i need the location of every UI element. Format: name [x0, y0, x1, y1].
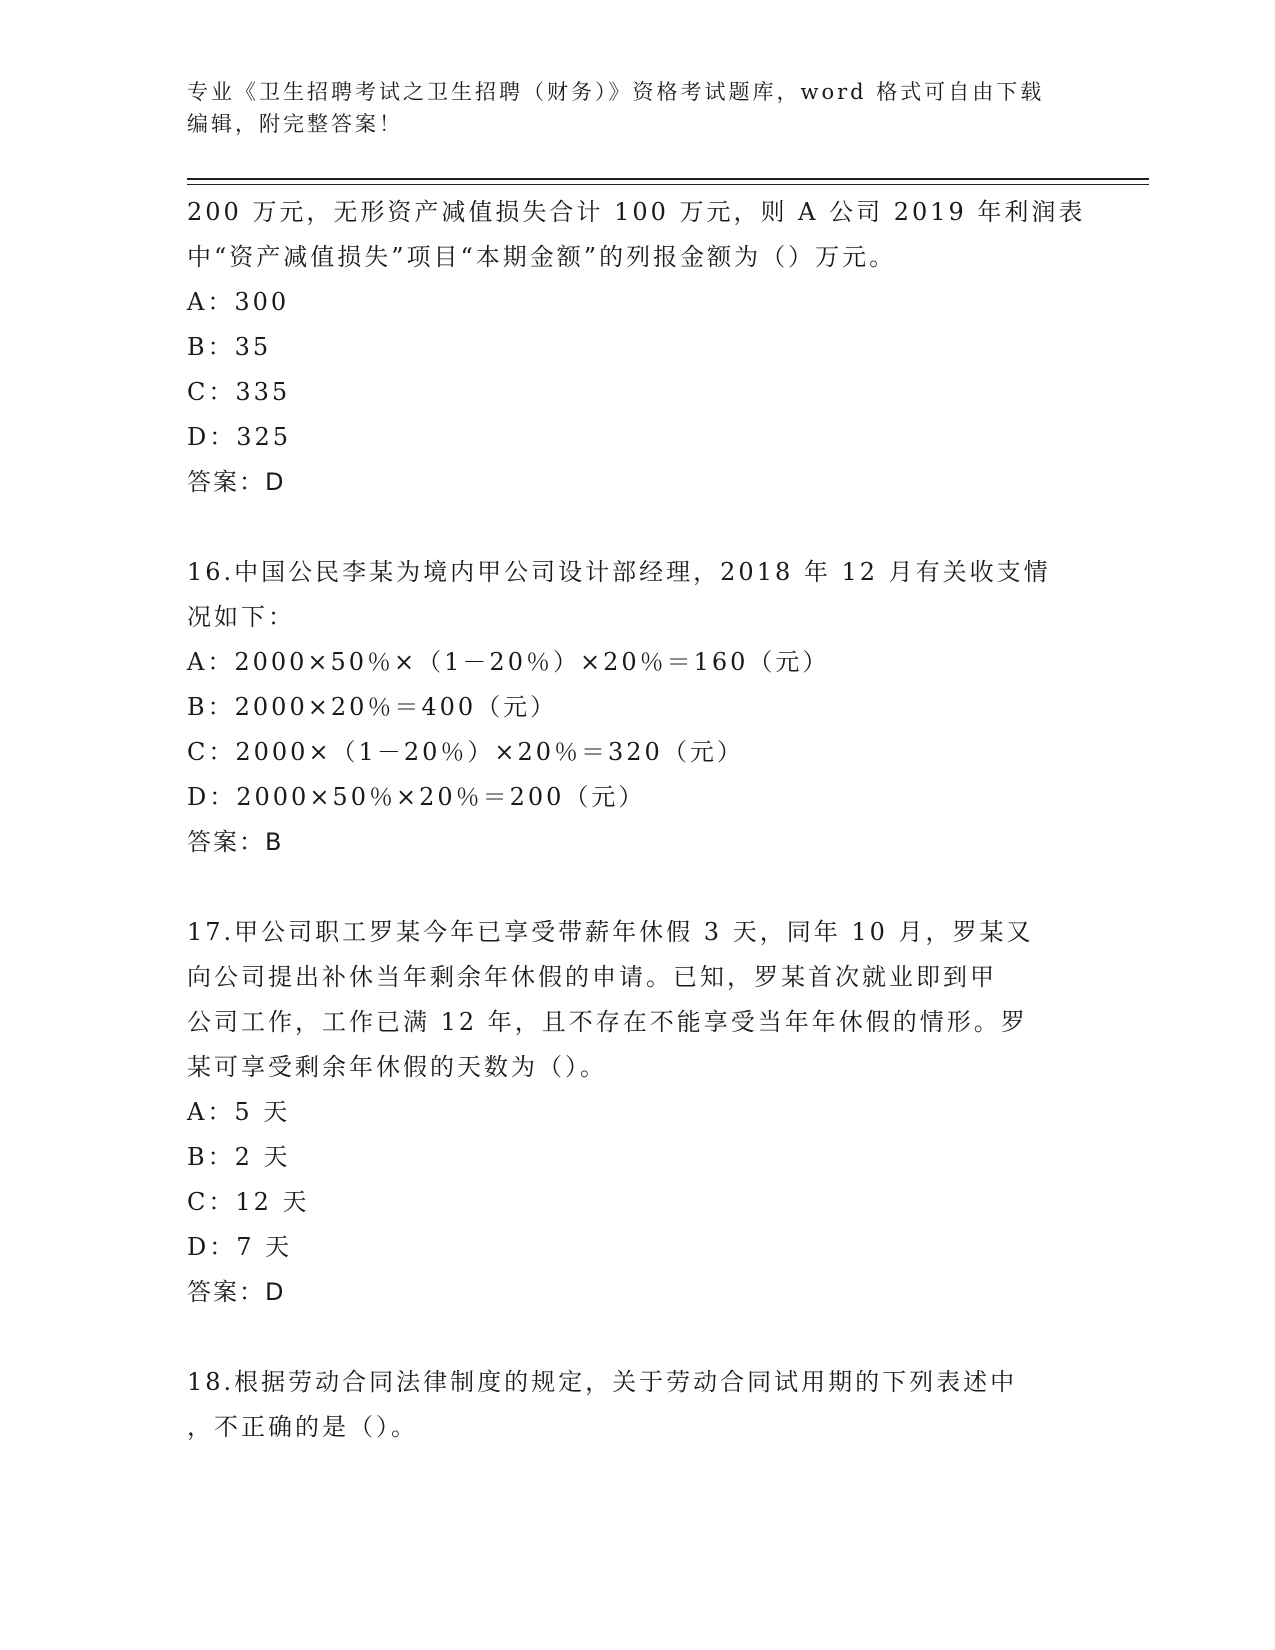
question-16: [187, 550, 1087, 865]
spacer: [187, 1315, 1087, 1360]
option-a: A：5 天: [187, 1098, 291, 1126]
option-d: D：7 天: [187, 1233, 293, 1261]
question-text-line: 200 万元，无形资产减值损失合计 100 万元，则 A 公司 2019 年利润表: [187, 198, 1086, 226]
header-line-2: 编辑，附完整答案！: [187, 112, 403, 136]
option-a: A：2000×50％×（1－20％）×20％＝160（元）: [187, 648, 830, 676]
document-header: [187, 76, 1067, 140]
question-text-line: 公司工作，工作已满 12 年，且不存在不能享受当年年休假的情形。罗: [187, 1008, 1028, 1036]
option-d: D：325: [187, 423, 292, 451]
question-17: [187, 910, 1087, 1315]
option-b: B：2000×20％＝400（元）: [187, 693, 558, 721]
option-a: A：300: [187, 288, 290, 316]
question-15: [187, 190, 1087, 505]
question-text-line: 中“资产减值损失”项目“本期金额”的列报金额为（）万元。: [187, 243, 897, 271]
option-c: C：335: [187, 378, 291, 406]
question-list: [187, 190, 1087, 1450]
question-text-line: 18.根据劳动合同法律制度的规定，关于劳动合同试用期的下列表述中: [187, 1368, 1018, 1396]
question-text-line: 况如下：: [187, 603, 295, 631]
answer-label: 答案：D: [187, 1278, 286, 1306]
question-text-line: 某可享受剩余年休假的天数为（）。: [187, 1053, 607, 1081]
option-b: B：2 天: [187, 1143, 291, 1171]
header-line-1: 专业《卫生招聘考试之卫生招聘（财务）》资格考试题库，word 格式可自由下载: [187, 80, 1045, 104]
header-divider-thin: [187, 184, 1149, 185]
spacer: [187, 505, 1087, 550]
option-d: D：2000×50％×20％＝200（元）: [187, 783, 646, 811]
header-divider-thick: [187, 178, 1149, 180]
question-text-line: ，不正确的是（）。: [187, 1413, 418, 1441]
spacer: [187, 865, 1087, 910]
option-c: C：2000×（1－20％）×20％＝320（元）: [187, 738, 744, 766]
answer-label: 答案：B: [187, 828, 284, 856]
question-text-line: 17.甲公司职工罗某今年已享受带薪年休假 3 天，同年 10 月，罗某又: [187, 918, 1034, 946]
question-text-line: 16.中国公民李某为境内甲公司设计部经理，2018 年 12 月有关收支情: [187, 558, 1051, 586]
option-b: B：35: [187, 333, 272, 361]
question-text-line: 向公司提出补休当年剩余年休假的申请。已知，罗某首次就业即到甲: [187, 963, 997, 991]
question-18: [187, 1360, 1087, 1450]
answer-label: 答案：D: [187, 468, 286, 496]
option-c: C：12 天: [187, 1188, 310, 1216]
